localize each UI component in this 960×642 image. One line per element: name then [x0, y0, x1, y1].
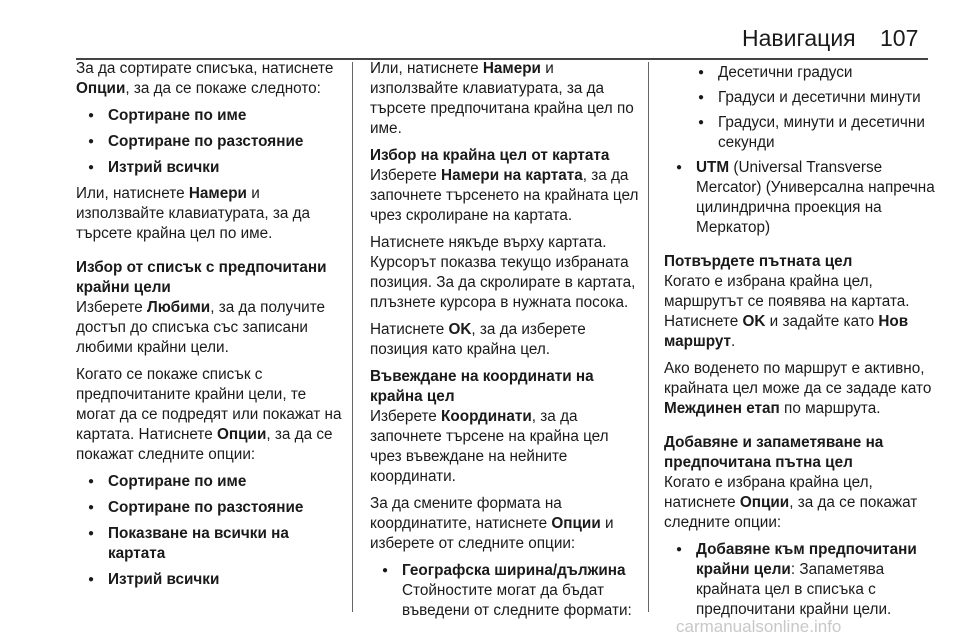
paragraph: Изберете Любими, за да получите достъп до списъка със записани любими крайни цели.	[76, 299, 326, 356]
option-list	[664, 540, 936, 620]
column-1	[76, 59, 348, 596]
section-heading: Потвърдете пътната цел	[664, 253, 853, 270]
option-list	[76, 472, 348, 590]
column-divider	[648, 62, 649, 612]
list-item: ● Изтрий всички	[76, 158, 348, 178]
list-item: ● Сортиране по име	[76, 472, 348, 492]
section-heading: Добавяне и запаметяване на предпочитана пътна цел	[664, 434, 884, 471]
list-item: ● Сортиране по име	[76, 106, 348, 126]
paragraph: Когато е избрана крайна цел, натиснете Опции, за да се покажат следните опции:	[664, 474, 918, 531]
paragraph: Ако воденето по маршрут е активно, крайната цел може да се зададе като Междинен етап по маршрута.	[664, 360, 932, 417]
list-item: ● UTM (Universal Transverse Mercator) (Универсална напречна цилиндрична проекция на Меркатор)	[664, 158, 936, 238]
list-item: ● Изтрий всички	[76, 570, 348, 590]
paragraph: Изберете Координати, за да започнете търсене на крайна цел чрез въвеждане на нейните координати.	[370, 408, 609, 485]
column-3	[664, 63, 936, 626]
list-item: ● Десетични градуси	[686, 63, 936, 83]
option-list	[370, 561, 642, 621]
paragraph: За да смените формата на координатите, натиснете Опции и изберете от следните опции:	[370, 495, 614, 552]
option-list	[664, 158, 936, 238]
paragraph: Когато е избрана крайна цел, маршрутът се появява на картата. Натиснете OK и задайте като Нов маршрут.	[664, 273, 910, 350]
paragraph: Натиснете OK, за да изберете позиция като крайна цел.	[370, 321, 586, 358]
section-heading: Въвеждане на координати на крайна цел	[370, 368, 594, 405]
list-item: ● Географска ширина/дължина Стойностите могат да бъдат въведени от следните формати:	[370, 561, 642, 621]
section-heading: Избор на крайна цел от картата	[370, 147, 610, 164]
paragraph: Изберете Намери на картата, за да започнете търсенето на крайната цел чрез скролиране на картата.	[370, 167, 639, 224]
list-item: ● Градуси и десетични минути	[686, 88, 936, 108]
list-item: ● Добавяне към предпочитани крайни цели: Запаметява крайната цел в списъка с предпочитани крайни цели.	[664, 540, 936, 620]
section-heading: Избор от списък с предпочитани крайни цели	[76, 259, 327, 296]
list-item: ● Сортиране по разстояние	[76, 498, 348, 518]
option-list	[76, 106, 348, 178]
list-item: ● Сортиране по разстояние	[76, 132, 348, 152]
list-item: ● Показване на всички на картата	[76, 524, 348, 564]
column-2	[370, 59, 642, 627]
column-divider	[352, 62, 353, 612]
format-list	[686, 63, 936, 153]
paragraph: Или, натиснете Намери и използвайте клавиатурата, за да търсете крайна цел по име.	[76, 185, 311, 242]
list-item: ● Градуси, минути и десетични секунди	[686, 113, 936, 153]
paragraph: За да сортирате списъка, натиснете Опции, за да се покаже следното:	[76, 60, 334, 97]
page-header-title: Навигация	[742, 25, 856, 51]
paragraph: Или, натиснете Намери и използвайте клавиатурата, за да търсете предпочитана крайна цел по име.	[370, 60, 634, 137]
watermark: carmanualsonline.info	[676, 617, 842, 636]
paragraph: Натиснете някъде върху картата. Курсорът показва текущо избраната позиция. За да скролирате в картата, плъзнете курсора в нужната посока.	[370, 234, 636, 311]
page-number: 107	[880, 25, 919, 51]
paragraph: Когато се покаже списък с предпочитаните крайни цели, те могат да се подредят или покажат на картата. Натиснете Опции, за да се покажат следните опции:	[76, 366, 342, 463]
